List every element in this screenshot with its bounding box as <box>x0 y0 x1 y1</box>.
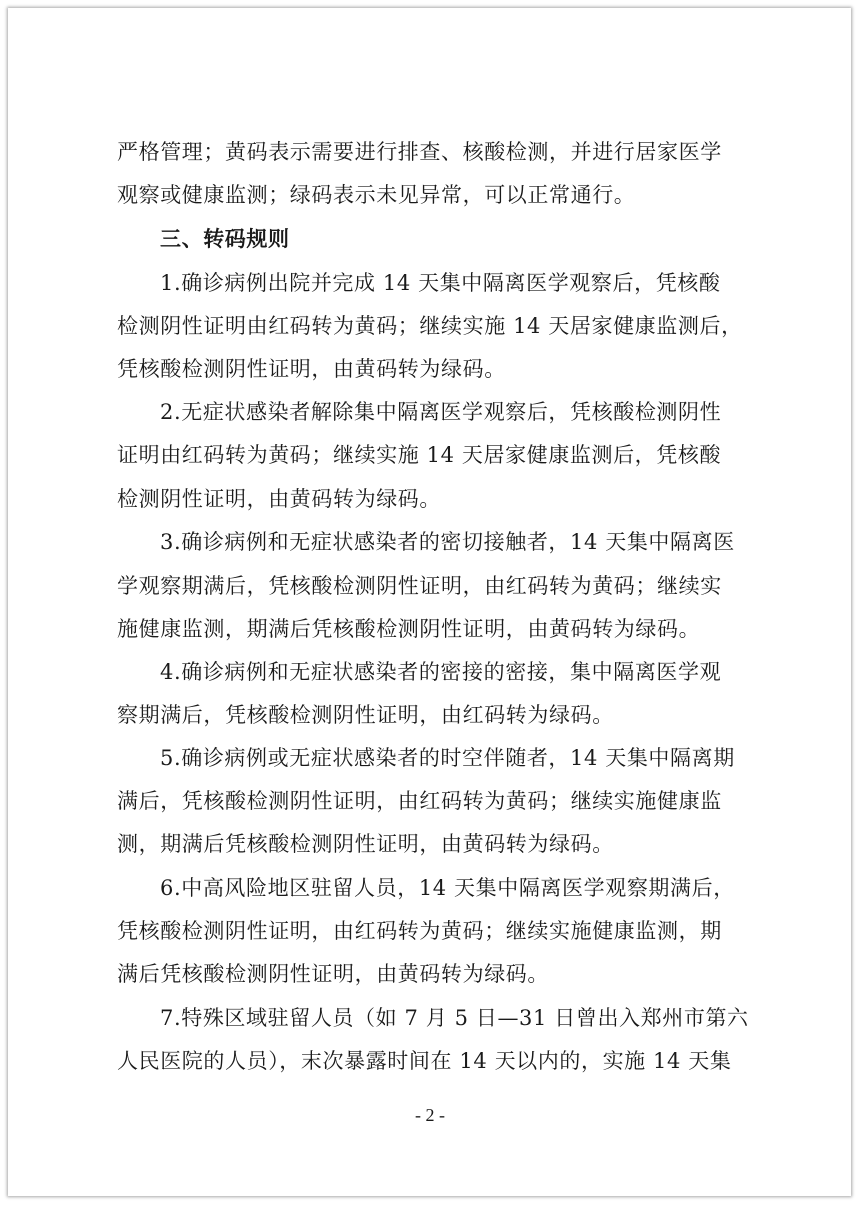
text-line: 严格管理；黄码表示需要进行排查、核酸检测，并进行居家医学 <box>117 140 722 164</box>
paragraph-line: 测，期满后凭核酸检测阴性证明，由黄码转为绿码。 <box>117 832 614 856</box>
paragraph-line: 检测阴性证明由红码转为黄码；继续实施 14 天居家健康监测后， <box>117 314 743 338</box>
paragraph-line: 满后凭核酸检测阴性证明，由黄码转为绿码。 <box>117 962 549 986</box>
page-number: - 2 - <box>415 1105 445 1125</box>
paragraph-line: 1.确诊病例出院并完成 14 天集中隔离医学观察后，凭核酸 <box>160 271 721 295</box>
paragraph-line: 5.确诊病例或无症状感染者的时空伴随者，14 天集中隔离期 <box>160 746 735 770</box>
paragraph-line: 4.确诊病例和无症状感染者的密接的密接，集中隔离医学观 <box>160 660 722 684</box>
paragraph-line: 2.无症状感染者解除集中隔离医学观察后，凭核酸检测阴性 <box>160 400 722 424</box>
paragraph-line: 满后，凭核酸检测阴性证明，由红码转为黄码；继续实施健康监 <box>117 789 722 813</box>
paragraph-line: 学观察期满后，凭核酸检测阴性证明，由红码转为黄码；继续实 <box>117 574 722 598</box>
paragraph-line: 凭核酸检测阴性证明，由黄码转为绿码。 <box>117 357 506 381</box>
text-line: 观察或健康监测；绿码表示未见异常，可以正常通行。 <box>117 183 636 207</box>
paragraph-line: 6.中高风险地区驻留人员，14 天集中隔离医学观察期满后， <box>160 876 735 900</box>
paragraph-line: 证明由红码转为黄码；继续实施 14 天居家健康监测后，凭核酸 <box>117 443 722 467</box>
paragraph-line: 施健康监测，期满后凭核酸检测阴性证明，由黄码转为绿码。 <box>117 617 701 641</box>
paragraph-line: 人民医院的人员），末次暴露时间在 14 天以内的，实施 14 天集 <box>117 1049 732 1073</box>
paragraph-line: 检测阴性证明，由黄码转为绿码。 <box>117 487 441 511</box>
paragraph-line: 7.特殊区域驻留人员（如 7 月 5 日—31 日曾出入郑州市第六 <box>160 1006 749 1030</box>
section-heading: 三、转码规则 <box>160 227 290 251</box>
paragraph-line: 凭核酸检测阴性证明，由红码转为黄码；继续实施健康监测，期 <box>117 919 722 943</box>
paragraph-line: 察期满后，凭核酸检测阴性证明，由红码转为绿码。 <box>117 703 614 727</box>
paragraph-line: 3.确诊病例和无症状感染者的密切接触者，14 天集中隔离医 <box>160 530 735 554</box>
